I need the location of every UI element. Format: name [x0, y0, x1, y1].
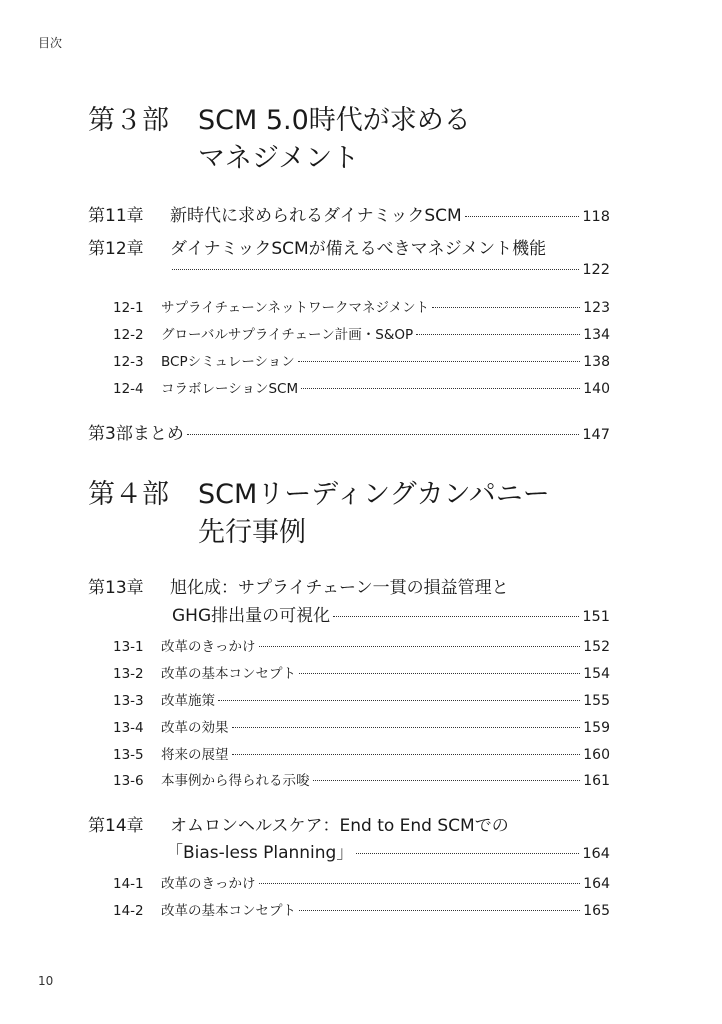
toc-entry-section-13-1[interactable]: [113, 635, 610, 655]
page-number: 147: [582, 427, 610, 443]
section-title: グローバルサプライチェーン計画・S&OP: [161, 327, 414, 343]
dot-leader: [298, 361, 580, 362]
running-header: 目次: [38, 36, 63, 50]
dot-leader: [313, 780, 581, 781]
section-title: サプライチェーンネットワークマネジメント: [161, 300, 430, 316]
dot-leader: [432, 307, 580, 308]
section-number: 12-4: [113, 381, 144, 397]
toc-entry-section-12-2[interactable]: [113, 323, 610, 343]
section-number: 14-2: [113, 903, 144, 919]
chapter-number: 第11章: [88, 206, 144, 226]
section-title: 将来の展望: [161, 747, 229, 763]
chapter-number: 第14章: [88, 816, 144, 836]
chapter-number: 第13章: [88, 578, 144, 598]
section-title: 改革の効果: [161, 720, 229, 736]
dot-leader: [259, 883, 581, 884]
dot-leader: [232, 754, 581, 755]
section-number: 13-6: [113, 773, 144, 789]
dot-leader: [299, 910, 580, 911]
toc-entry-chapter-12-title[interactable]: [88, 234, 610, 259]
dot-leader: [333, 616, 579, 617]
page-number: 140: [583, 381, 610, 397]
toc-entry-section-13-5[interactable]: [113, 743, 610, 763]
section-number: 13-2: [113, 666, 144, 682]
toc-entry-chapter-12-page[interactable]: [172, 262, 610, 278]
section-title: 改革の基本コンセプト: [161, 903, 296, 919]
section-number: 13-4: [113, 720, 144, 736]
part-3-title-line2: マネジメント: [198, 143, 360, 174]
part-4-title-line2: 先行事例: [198, 517, 306, 548]
page-number: 165: [583, 903, 610, 919]
section-title: 本事例から得られる示唆: [161, 773, 310, 789]
dot-leader: [232, 727, 581, 728]
section-number: 13-1: [113, 639, 144, 655]
dot-leader: [187, 434, 579, 435]
part-4-title-line1: SCMリーディングカンパニー: [198, 479, 550, 510]
chapter-title-line2: 「Bias-less Planning」: [166, 843, 354, 863]
toc-entry-section-13-6[interactable]: [113, 769, 610, 789]
section-number: 12-1: [113, 300, 144, 316]
dot-leader: [259, 646, 581, 647]
page-number: 134: [583, 327, 610, 343]
toc-entry-section-12-3[interactable]: [113, 350, 610, 370]
page-number: 155: [583, 693, 610, 709]
page-number: 138: [583, 354, 610, 370]
page-number: 164: [583, 876, 610, 892]
page-number: 160: [583, 747, 610, 763]
section-number: 12-2: [113, 327, 144, 343]
part-4-heading: [88, 476, 608, 552]
section-title: コラボレーションSCM: [161, 381, 299, 397]
chapter-title: 新時代に求められるダイナミックSCM: [170, 206, 462, 226]
page-number: 154: [583, 666, 610, 682]
page-number: 122: [582, 262, 610, 278]
toc-entry-part-3-summary[interactable]: [88, 419, 610, 444]
part-3-heading: [88, 102, 608, 178]
dot-leader: [172, 269, 579, 270]
page-number: 118: [582, 209, 610, 225]
toc-entry-section-12-1[interactable]: [113, 296, 610, 316]
part-3-title-line1: SCM 5.0時代が求める: [198, 105, 471, 136]
toc-entry-section-13-4[interactable]: [113, 716, 610, 736]
toc-entry-section-13-2[interactable]: [113, 662, 610, 682]
toc-entry-chapter-11[interactable]: [88, 201, 610, 226]
chapter-number: 第12章: [88, 239, 144, 259]
dot-leader: [299, 673, 580, 674]
chapter-title-line2: GHG排出量の可視化: [172, 606, 331, 626]
page-number: 151: [582, 609, 610, 625]
chapter-title-line1: 旭化成：サプライチェーン一貫の損益管理と: [170, 578, 509, 598]
page-number: 164: [582, 846, 610, 862]
section-number: 13-5: [113, 747, 144, 763]
part-3-number: 第３部: [88, 105, 169, 136]
section-title: 改革のきっかけ: [161, 639, 256, 655]
chapter-title-line1: オムロンヘルスケア：End to End SCMでの: [170, 816, 509, 836]
toc-entry-chapter-13-title[interactable]: [88, 573, 610, 598]
dot-leader: [218, 700, 580, 701]
page-number: 161: [583, 773, 610, 789]
folio-page-number: 10: [38, 974, 54, 988]
chapter-title: ダイナミックSCMが備えるべきマネジメント機能: [170, 239, 547, 259]
dot-leader: [465, 216, 580, 217]
page-number: 159: [583, 720, 610, 736]
section-title: 改革施策: [161, 693, 215, 709]
section-number: 14-1: [113, 876, 144, 892]
summary-title: 第3部まとめ: [88, 424, 184, 444]
toc-entry-section-14-1[interactable]: [113, 872, 610, 892]
part-4-number: 第４部: [88, 479, 169, 510]
toc-entry-section-12-4[interactable]: [113, 377, 610, 397]
toc-entry-chapter-13-subtitle[interactable]: [172, 601, 610, 626]
toc-entry-section-13-3[interactable]: [113, 689, 610, 709]
dot-leader: [416, 334, 580, 335]
toc-entry-chapter-14-subtitle[interactable]: [166, 838, 610, 863]
toc-entry-section-14-2[interactable]: [113, 899, 610, 919]
section-number: 12-3: [113, 354, 144, 370]
dot-leader: [356, 853, 579, 854]
section-title: 改革の基本コンセプト: [161, 666, 296, 682]
page-number: 152: [583, 639, 610, 655]
dot-leader: [301, 388, 580, 389]
section-number: 13-3: [113, 693, 144, 709]
page-number: 123: [583, 300, 610, 316]
section-title: BCPシミュレーション: [161, 354, 295, 370]
section-title: 改革のきっかけ: [161, 876, 256, 892]
toc-entry-chapter-14-title[interactable]: [88, 811, 610, 836]
